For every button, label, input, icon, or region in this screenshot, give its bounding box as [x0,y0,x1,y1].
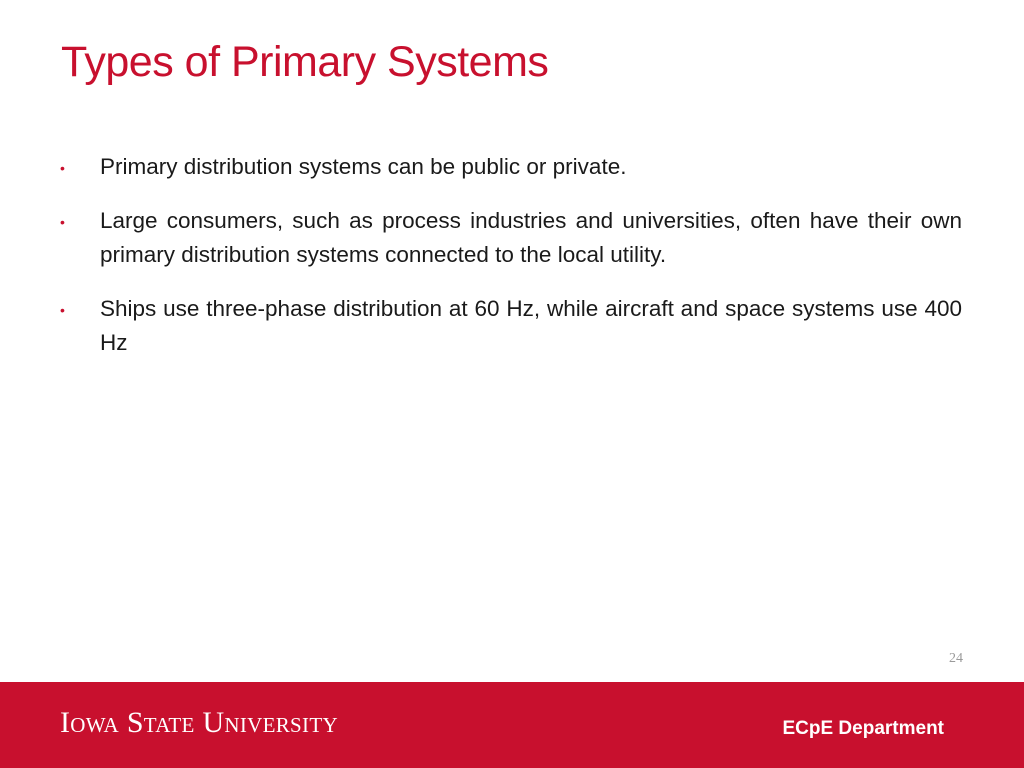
bullet-item [60,204,962,272]
bullet-icon: • [60,160,65,176]
slide-title: Types of Primary Systems [61,38,549,86]
footer-bar [0,682,1024,768]
department-label: ECpE Department [782,718,944,739]
bullet-text: Large consumers, such as process industries and universities, often have their own primary distribution systems connected to the local utility. [100,208,962,267]
bullet-item [60,292,962,360]
bullet-item [60,150,962,184]
university-logo: Iowa State University [60,706,338,739]
bullet-text: Ships use three-phase distribution at 60 Hz, while aircraft and space systems use 400 Hz [100,296,962,355]
bullet-icon: • [60,302,65,318]
bullet-icon: • [60,214,65,230]
bullet-text: Primary distribution systems can be public or private. [100,154,627,179]
page-number: 24 [949,651,963,666]
bullet-list [60,150,962,380]
